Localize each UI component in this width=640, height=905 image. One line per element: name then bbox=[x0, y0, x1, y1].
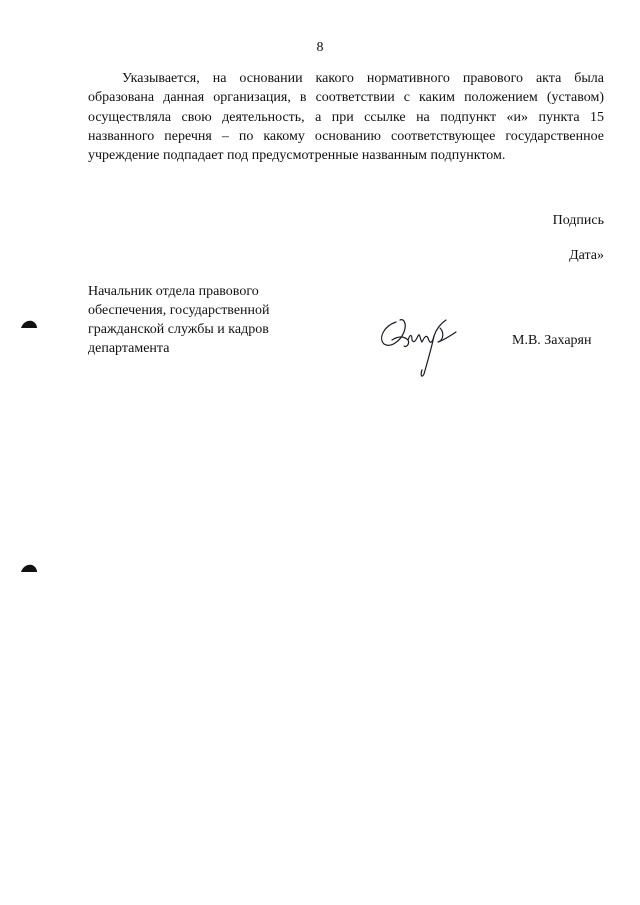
signer-title-line: обеспечения, государственной bbox=[88, 303, 270, 318]
scan-hole-mark bbox=[20, 319, 38, 329]
signer-title-line: департамента bbox=[88, 341, 170, 356]
body-line: учреждение подпадает под предусмотренные названным подпунктом. bbox=[88, 148, 506, 164]
signature-label: Подпись bbox=[552, 213, 604, 228]
signer-name: М.В. Захарян bbox=[512, 333, 592, 348]
body-paragraph bbox=[88, 69, 604, 165]
signer-title-line: гражданской службы и кадров bbox=[88, 322, 269, 337]
body-line: образована данная организация, в соответствии с каким положением (уставом) bbox=[88, 90, 604, 106]
signer-title-line: Начальник отдела правового bbox=[88, 284, 259, 299]
signer-title bbox=[88, 282, 328, 358]
page-number: 8 bbox=[316, 40, 324, 55]
body-line: осуществляла свою деятельность, а при ссылке на подпункт «и» пункта 15 bbox=[88, 109, 604, 125]
body-line: названного перечня – по какому основанию соответствующее государственное bbox=[88, 128, 604, 144]
body-line: Указывается, на основании какого нормативного правового акта была bbox=[122, 71, 604, 86]
handwritten-signature bbox=[374, 310, 464, 380]
scan-hole-mark bbox=[20, 563, 38, 573]
date-label: Дата» bbox=[569, 248, 604, 263]
